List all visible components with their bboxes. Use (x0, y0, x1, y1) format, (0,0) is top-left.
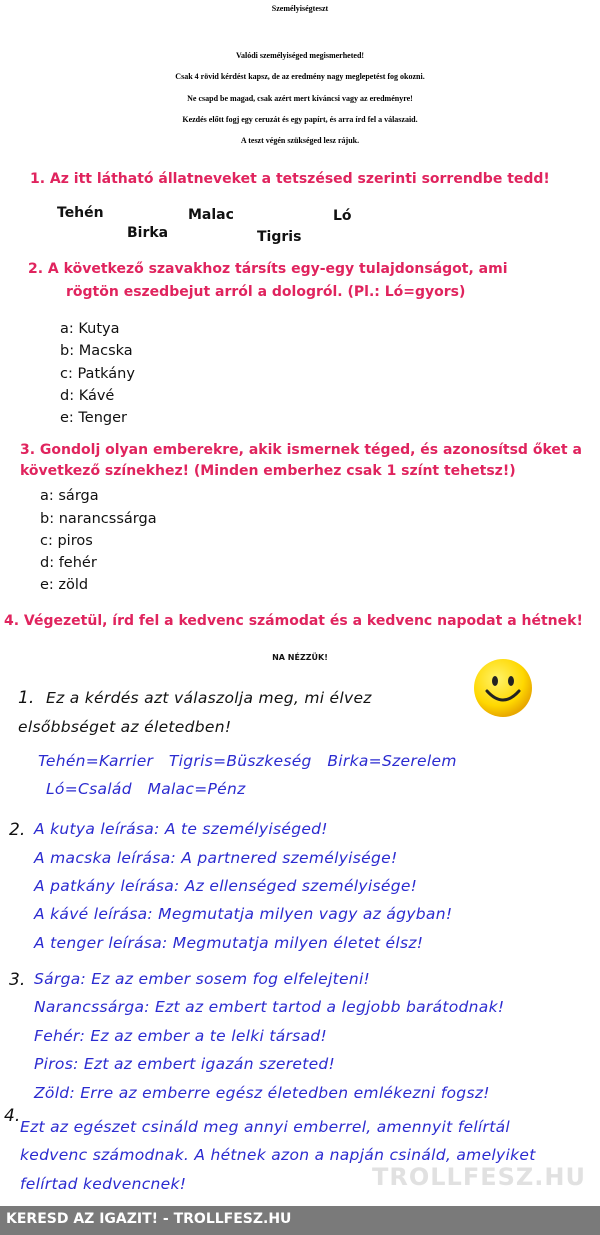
question-3-cont: következő színekhez! (Minden emberhez csak 1 színt tehetsz!) (20, 463, 516, 479)
question-2-cont: rögtön eszedbejut arról a dologról. (Pl.: Ló=gyors) (66, 284, 466, 300)
question-1: 1. Az itt látható állatneveket a tetszésed szerinti sorrendbe tedd! (30, 171, 550, 187)
animal-label: Malac (188, 207, 234, 223)
result-3-line: Piros: Ezt az embert igazán szereted! (34, 1055, 336, 1073)
result-2-line: A patkány leírása: Az ellenséged személyisége! (34, 877, 418, 895)
result-1-mapping: Tehén=Karrier Tigris=Büszkeség Birka=Szerelem (38, 752, 457, 770)
result-2-line: A tenger leírása: Megmutatja milyen életet élsz! (34, 934, 424, 952)
intro-line: Ne csapd be magad, csak azért mert kíváncsi vagy az eredményre! (187, 94, 413, 103)
animal-label: Tigris (257, 229, 302, 245)
footer-text: KERESD AZ IGAZIT! - TROLLFESZ.HU (6, 1211, 292, 1227)
animal-label: Ló (333, 208, 352, 224)
result-3-line: Fehér: Ez az ember a te lelki társad! (34, 1027, 328, 1045)
smiley-face-icon (472, 657, 534, 719)
result-4-number: 4. (4, 1106, 21, 1126)
list-item: e: zöld (40, 577, 89, 593)
intro-line: Csak 4 rövid kérdést kapsz, de az eredmény nagy meglepetést fog okozni. (175, 72, 425, 81)
result-2-line: A kutya leírása: A te személyiséged! (34, 820, 328, 838)
list-item: c: piros (40, 533, 93, 549)
result-1-line: Ez a kérdés azt válaszolja meg, mi élvez (46, 689, 372, 707)
intro-line: A teszt végén szükséged lesz rájuk. (240, 136, 360, 145)
result-3-number: 3. (9, 970, 26, 990)
list-item: d: Kávé (60, 388, 115, 404)
result-4-line: Ezt az egészet csináld meg annyi emberrel, amennyit felírtál (20, 1118, 510, 1136)
list-item: c: Patkány (60, 366, 135, 382)
watermark: TROLLFESZ.HU (371, 1163, 586, 1191)
animal-label: Birka (127, 225, 169, 241)
list-item: d: fehér (40, 555, 97, 571)
result-4-line: kedvenc számodnak. A hétnek azon a napján csináld, amelyiket (20, 1146, 536, 1164)
result-3-line: Zöld: Erre az emberre egész életedben emlékezni fogsz! (34, 1084, 490, 1102)
result-2-line: A kávé leírása: Megmutatja milyen vagy az ágyban! (34, 905, 453, 923)
result-1-mapping: Ló=Család Malac=Pénz (46, 780, 246, 798)
page-title: Személyiségteszt (271, 4, 329, 13)
question-2: 2. A következő szavakhoz társíts egy-egy tulajdonságot, ami (28, 261, 508, 277)
list-item: a: Kutya (60, 321, 120, 337)
result-4-line: felírtad kedvencnek! (20, 1175, 187, 1193)
result-2-number: 2. (9, 820, 26, 840)
intro-line: Kezdés előtt fogj egy ceruzát és egy papírt, és arra írd fel a válaszaid. (182, 115, 418, 124)
result-2-line: A macska leírása: A partnered személyisége! (34, 849, 398, 867)
question-4: 4. Végezetül, írd fel a kedvenc számodat és a kedvenc napodat a hétnek! (4, 613, 583, 629)
results-heading: NA NÉZZÜK! (272, 653, 328, 662)
list-item: b: Macska (60, 343, 133, 359)
result-1-line: elsőbbséget az életedben! (18, 718, 232, 736)
result-3-line: Sárga: Ez az ember sosem fog elfelejteni! (34, 970, 371, 988)
result-3-line: Narancssárga: Ezt az embert tartod a legjobb barátodnak! (34, 998, 505, 1016)
question-3: 3. Gondolj olyan emberekre, akik ismernek téged, és azonosítsd őket a (20, 442, 582, 458)
list-item: a: sárga (40, 488, 99, 504)
intro-line: Valódi személyiséged megismerheted! (235, 51, 365, 60)
list-item: b: narancssárga (40, 511, 157, 527)
list-item: e: Tenger (60, 410, 128, 426)
result-1-number: 1. (18, 688, 35, 708)
animal-label: Tehén (57, 205, 104, 221)
